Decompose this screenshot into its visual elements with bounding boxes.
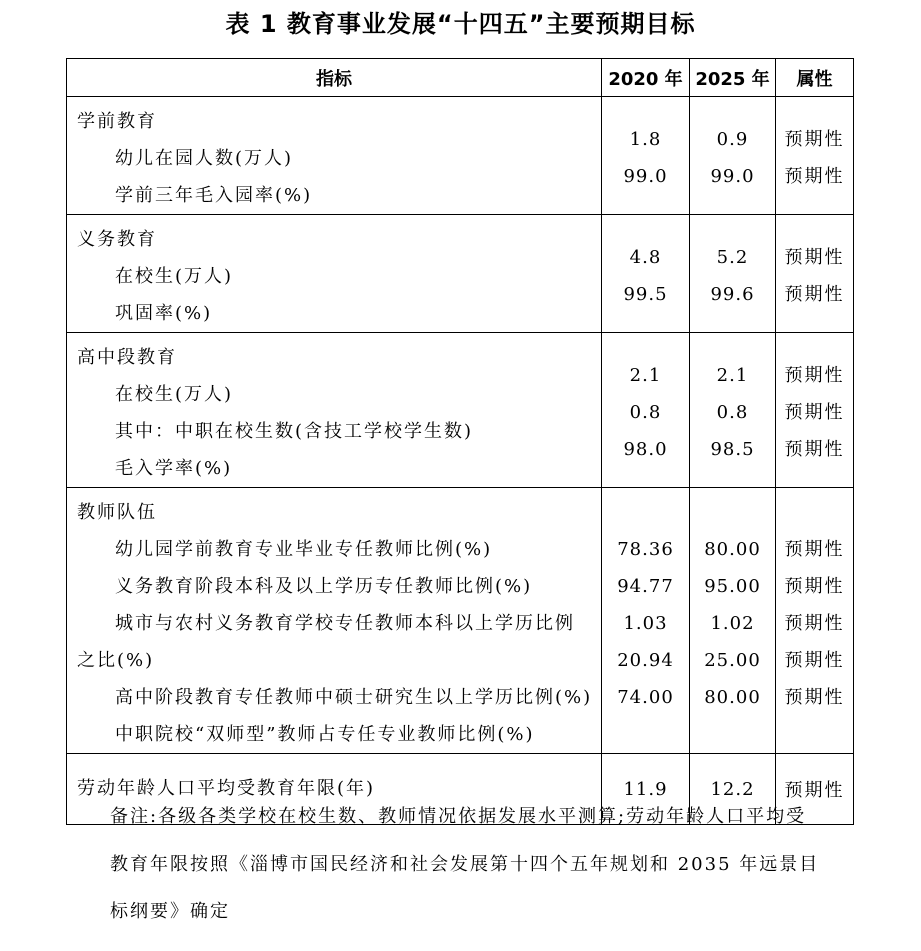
indicator-label: 毛入学率(%) <box>115 458 233 479</box>
attribute-value: 预期性 <box>784 650 845 671</box>
category-label: 学前教育 <box>77 111 157 132</box>
table-title: 表 1 教育事业发展“十四五”主要预期目标 <box>225 10 696 38</box>
indicator-label: 义务教育阶段本科及以上学历专任教师比例(%) <box>115 576 533 597</box>
header-indicator: 指标 <box>67 59 602 97</box>
value-2020: 94.77 <box>617 576 674 597</box>
value-2025: 2.1 <box>716 365 749 386</box>
indicator-label: 巩固率(%) <box>115 303 213 324</box>
section-compulsory <box>67 215 854 333</box>
value-2025: 12.2 <box>710 778 755 800</box>
value-2025: 1.02 <box>710 613 755 634</box>
table-header-row <box>67 59 854 97</box>
header-2025: 2025 年 <box>690 59 776 97</box>
indicator-label: 城市与农村义务教育学校专任教师本科以上学历比例 <box>115 613 575 634</box>
value-2025: 80.00 <box>704 687 761 708</box>
attribute-value: 预期性 <box>784 365 845 386</box>
value-2020: 98.0 <box>623 439 668 460</box>
section-high-school <box>67 333 854 488</box>
indicator-label: 高中阶段教育专任教师中硕士研究生以上学历比例(%) <box>115 687 593 708</box>
value-2025: 99.0 <box>710 166 755 187</box>
attribute-value: 预期性 <box>784 539 845 560</box>
value-2025: 5.2 <box>716 247 749 268</box>
indicator-label: 学前三年毛入园率(%) <box>115 185 313 206</box>
value-2025: 0.8 <box>716 402 749 423</box>
value-2020: 0.8 <box>629 402 662 423</box>
attribute-value: 预期性 <box>784 402 845 423</box>
note-line-1: 备注:各级各类学校在校生数、教师情况依据发展水平测算;劳动年龄人口平均受 <box>110 806 807 827</box>
indicator-label: 幼儿在园人数(万人) <box>115 148 294 169</box>
indicator-label: 在校生(万人) <box>115 384 234 405</box>
attribute-value: 预期性 <box>784 284 845 305</box>
value-2025: 25.00 <box>704 650 761 671</box>
value-2020: 20.94 <box>617 650 674 671</box>
header-attribute: 属性 <box>776 59 854 97</box>
indicator-label: 之比(%) <box>77 650 155 671</box>
value-2020: 1.03 <box>623 613 668 634</box>
attribute-value: 预期性 <box>784 780 845 801</box>
category-label: 教师队伍 <box>77 502 157 523</box>
value-2025: 0.9 <box>716 129 749 150</box>
value-2025: 99.6 <box>710 284 755 305</box>
note-line-2: 教育年限按照《淄博市国民经济和社会发展第十四个五年规划和 2035 年远景目 <box>110 854 820 875</box>
indicator-label: 中职院校“双师型”教师占专任专业教师比例(%) <box>115 724 535 745</box>
category-label: 高中段教育 <box>77 347 177 368</box>
attribute-value: 预期性 <box>784 687 845 708</box>
value-2020: 78.36 <box>617 539 674 560</box>
value-2020: 99.0 <box>623 166 668 187</box>
section-preschool <box>67 97 854 215</box>
attribute-value: 预期性 <box>784 166 845 187</box>
attribute-value: 预期性 <box>784 576 845 597</box>
section-teachers <box>67 488 854 754</box>
indicator-label: 幼儿园学前教育专业毕业专任教师比例(%) <box>115 539 493 560</box>
attribute-value: 预期性 <box>784 439 845 460</box>
value-2020: 74.00 <box>617 687 674 708</box>
value-2020: 99.5 <box>623 284 668 305</box>
category-label: 劳动年龄人口平均受教育年限(年) <box>77 778 376 799</box>
attribute-value: 预期性 <box>784 613 845 634</box>
value-2025: 95.00 <box>704 576 761 597</box>
targets-table <box>66 58 854 825</box>
indicator-label: 其中：中职在校生数(含技工学校学生数) <box>115 421 474 442</box>
header-2020: 2020 年 <box>602 59 690 97</box>
note-line-3: 标纲要》确定 <box>110 901 230 922</box>
attribute-value: 预期性 <box>784 129 845 150</box>
attribute-value: 预期性 <box>784 247 845 268</box>
indicator-label: 在校生(万人) <box>115 266 234 287</box>
value-2020: 11.9 <box>623 778 668 800</box>
value-2020: 1.8 <box>629 129 662 150</box>
category-label: 义务教育 <box>77 229 157 250</box>
value-2020: 2.1 <box>629 365 662 386</box>
value-2025: 80.00 <box>704 539 761 560</box>
value-2025: 98.5 <box>710 439 755 460</box>
value-2020: 4.8 <box>629 247 662 268</box>
